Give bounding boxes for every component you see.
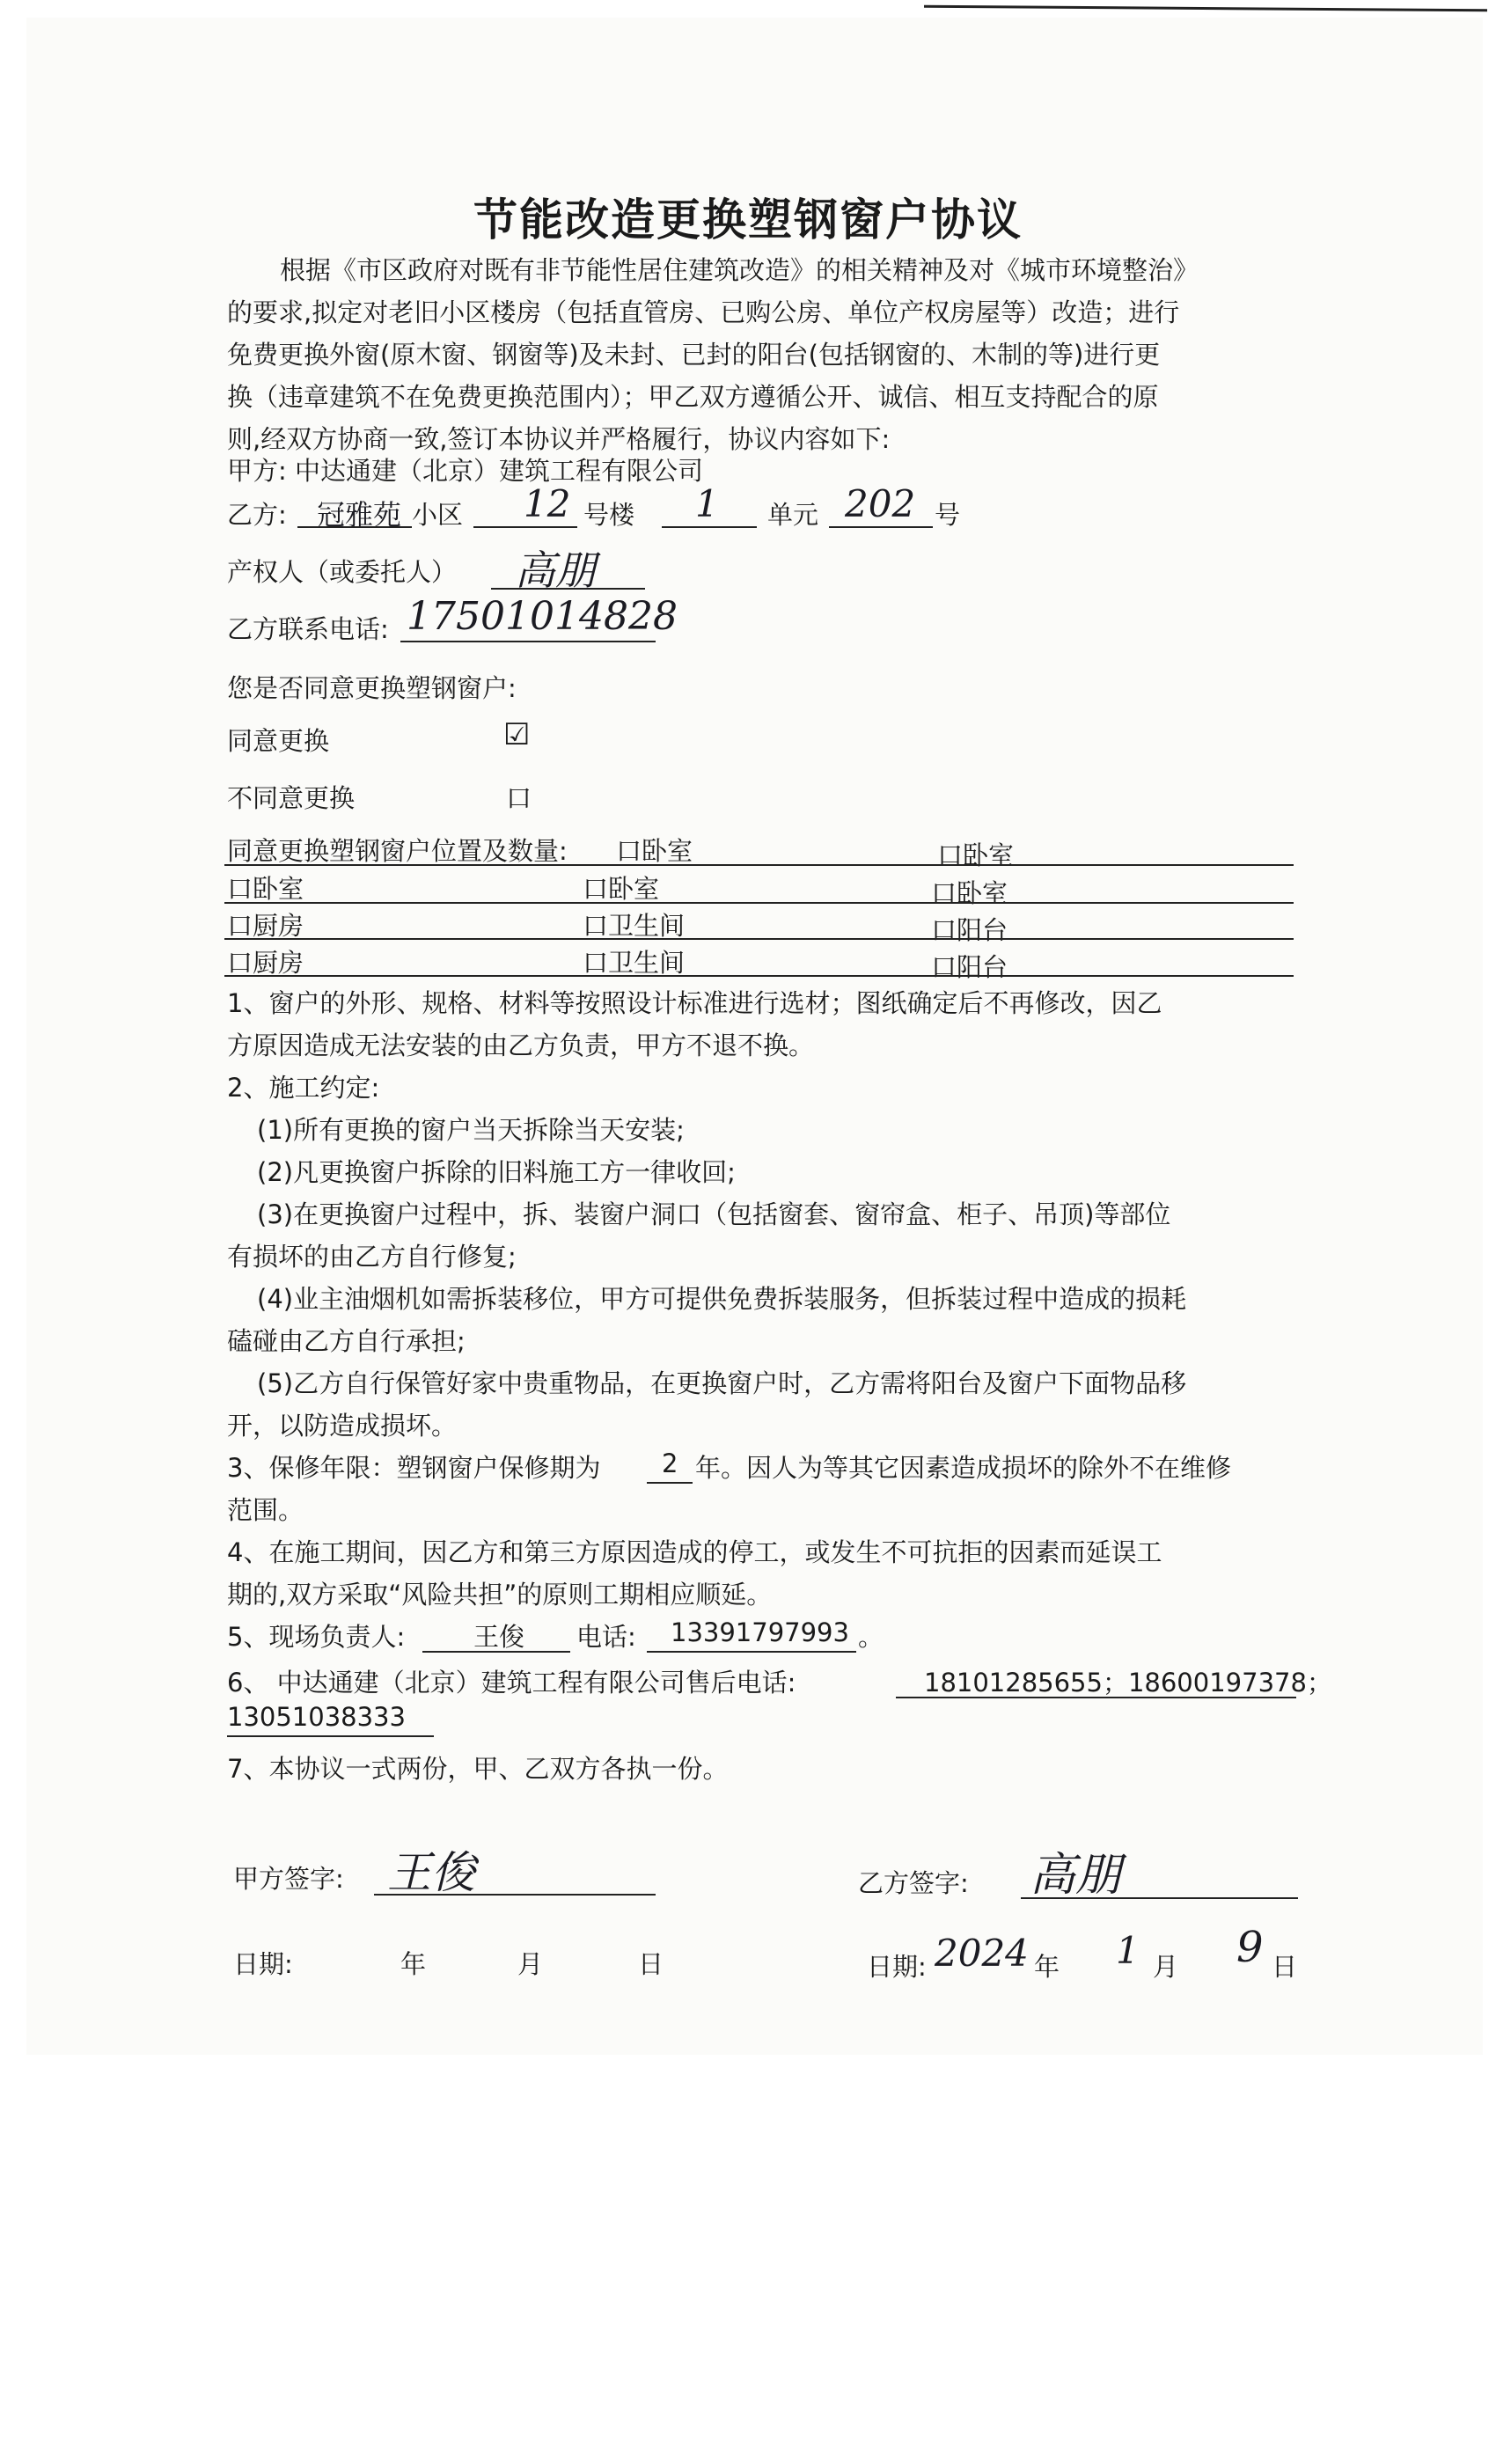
position-option[interactable]: 口卧室	[937, 840, 1015, 870]
site-manager-phone: 13391797993	[671, 1617, 849, 1647]
clause-3-line2: 范围。	[227, 1495, 304, 1525]
sign-b-signature: 高朋	[1030, 1849, 1122, 1902]
clause-2-item: 开，以防造成损坏。	[227, 1411, 458, 1441]
date-b-month: 月	[1153, 1952, 1179, 1982]
position-option[interactable]: 口卧室	[616, 836, 693, 866]
question-text: 您是否同意更换塑钢窗户:	[227, 673, 517, 703]
clause-3-prefix: 3、保修年限：塑钢窗户保修期为	[227, 1453, 601, 1483]
grid-rule	[224, 864, 1294, 866]
clause-3-suffix: 年。因人为等其它因素造成损坏的除外不在维修	[695, 1453, 1232, 1483]
agree-label: 同意更换	[227, 726, 330, 756]
date-b-month-value: 1	[1116, 1929, 1140, 1972]
sign-a-label: 甲方签字:	[233, 1864, 344, 1894]
date-b-year: 年	[1034, 1952, 1060, 1982]
intro-line: 则,经双方协商一致,签订本协议并严格履行，协议内容如下:	[227, 424, 891, 454]
room-value: 202	[845, 482, 916, 525]
clause-2-title: 2、施工约定:	[227, 1073, 380, 1103]
clause-2-item: 磕碰由乙方自行承担;	[227, 1326, 466, 1356]
phone-underline	[400, 641, 656, 642]
intro-line: 的要求,拟定对老旧小区楼房（包括直管房、已购公房、单位产权房屋等）改造；进行	[227, 297, 1180, 327]
site-manager-name: 王俊	[473, 1622, 525, 1652]
after-sales-phone-3: 13051038333	[227, 1702, 406, 1732]
sign-b-underline	[1021, 1897, 1298, 1899]
clause-2-item: (1)所有更换的窗户当天拆除当天安装;	[257, 1115, 685, 1145]
owner-underline	[491, 588, 645, 590]
document-title: 节能改造更换塑钢窗户协议	[473, 194, 1023, 246]
disagree-checkbox[interactable]: 口	[506, 783, 532, 813]
phone-label: 乙方联系电话:	[227, 614, 389, 644]
warranty-underline	[647, 1482, 693, 1484]
clause-2-item: (3)在更换窗户过程中，拆、装窗户洞口（包括窗套、窗帘盒、柜子、吊顶)等部位	[257, 1199, 1171, 1229]
position-option[interactable]: 口厨房	[227, 911, 304, 941]
owner-signature: 高朋	[515, 546, 596, 594]
clause-4-line: 4、在施工期间，因乙方和第三方原因造成的停工，或发生不可抗拒的因素而延误工	[227, 1537, 1162, 1567]
grid-rule	[224, 902, 1294, 904]
building-underline	[473, 526, 577, 528]
clause-2-item: (5)乙方自行保管好家中贵重物品，在更换窗户时，乙方需将阳台及窗户下面物品移	[257, 1368, 1187, 1398]
intro-line: 免费更换外窗(原木窗、钢窗等)及未封、已封的阳台(包括钢窗的、木制的等)进行更	[227, 340, 1161, 370]
positions-label: 同意更换塑钢窗户位置及数量:	[227, 836, 568, 866]
position-option[interactable]: 口卫生间	[583, 911, 686, 941]
sign-a-underline	[374, 1894, 656, 1896]
party-b-label: 乙方:	[227, 500, 287, 530]
after-sales-underline-2	[227, 1735, 434, 1737]
community-suffix: 小区	[412, 500, 464, 530]
position-option[interactable]: 口卫生间	[583, 948, 686, 978]
clause-7: 7、本协议一式两份，甲、乙双方各执一份。	[227, 1754, 729, 1784]
clause-2-item: (4)业主油烟机如需拆装移位，甲方可提供免费拆装服务，但拆装过程中造成的损耗	[257, 1284, 1187, 1314]
clause-1-line: 1、窗户的外形、规格、材料等按照设计标准进行选材；图纸确定后不再修改，因乙	[227, 988, 1162, 1018]
date-a-day: 日	[638, 1949, 664, 1979]
community-value: 冠雅苑	[317, 498, 402, 532]
clause-2-item: 有损坏的由乙方自行修复;	[227, 1242, 517, 1272]
owner-label: 产权人（或委托人）	[227, 557, 458, 587]
room-suffix: 号	[935, 500, 961, 530]
sign-a-signature: 王俊	[387, 1847, 475, 1898]
date-b-label: 日期:	[867, 1952, 927, 1982]
clause-5-end: 。	[858, 1622, 884, 1652]
date-b-day: 日	[1272, 1952, 1298, 1982]
clause-6-prefix: 6、 中达通建（北京）建筑工程有限公司售后电话:	[227, 1668, 796, 1698]
clause-1-line: 方原因造成无法安装的由乙方负责，甲方不退不换。	[227, 1030, 815, 1060]
disagree-label: 不同意更换	[227, 783, 356, 813]
site-manager-phone-underline	[647, 1651, 856, 1653]
position-option[interactable]: 口阳台	[931, 915, 1008, 945]
room-underline	[829, 526, 933, 528]
site-manager-underline	[422, 1651, 570, 1653]
unit-value: 1	[695, 482, 719, 525]
phone-value: 17501014828	[407, 594, 678, 639]
agree-checkbox[interactable]: ☑	[503, 717, 531, 752]
scan-edge-line	[924, 5, 1487, 11]
party-a: 甲方: 中达通建（北京）建筑工程有限公司	[227, 456, 703, 486]
date-a-month: 月	[517, 1949, 544, 1979]
clause-4-line: 期的,双方采取“风险共担”的原则工期相应顺延。	[227, 1580, 773, 1610]
position-option[interactable]: 口卧室	[583, 874, 660, 904]
date-a-label: 日期:	[233, 1949, 293, 1979]
unit-suffix: 单元	[767, 500, 819, 530]
position-option[interactable]: 口卧室	[931, 878, 1008, 908]
after-sales-phones: 18101285655；18600197378；	[924, 1668, 1332, 1698]
unit-underline	[662, 526, 757, 528]
position-option[interactable]: 口阳台	[931, 952, 1008, 982]
after-sales-underline	[896, 1697, 1296, 1698]
clause-5-phone-label: 电话:	[576, 1622, 636, 1652]
clause-5-prefix: 5、现场负责人:	[227, 1622, 406, 1652]
sign-b-label: 乙方签字:	[858, 1868, 969, 1898]
position-option[interactable]: 口厨房	[227, 948, 304, 978]
clause-2-item: (2)凡更换窗户拆除的旧料施工方一律收回;	[257, 1157, 736, 1187]
intro-line: 根据《市区政府对既有非节能性居住建筑改造》的相关精神及对《城市环境整治》	[280, 255, 1199, 285]
date-a-year: 年	[400, 1949, 427, 1979]
position-option[interactable]: 口卧室	[227, 874, 304, 904]
building-suffix: 号楼	[583, 500, 635, 530]
intro-line: 换（违章建筑不在免费更换范围内）；甲乙双方遵循公开、诚信、相互支持配合的原	[227, 382, 1159, 412]
building-value: 12	[524, 482, 571, 525]
date-b-year-value: 2024	[935, 1932, 1029, 1975]
date-b-day-value: 9	[1236, 1923, 1264, 1972]
warranty-years: 2	[662, 1448, 678, 1478]
community-underline	[297, 526, 412, 528]
grid-rule	[224, 975, 1294, 977]
grid-rule	[224, 938, 1294, 940]
